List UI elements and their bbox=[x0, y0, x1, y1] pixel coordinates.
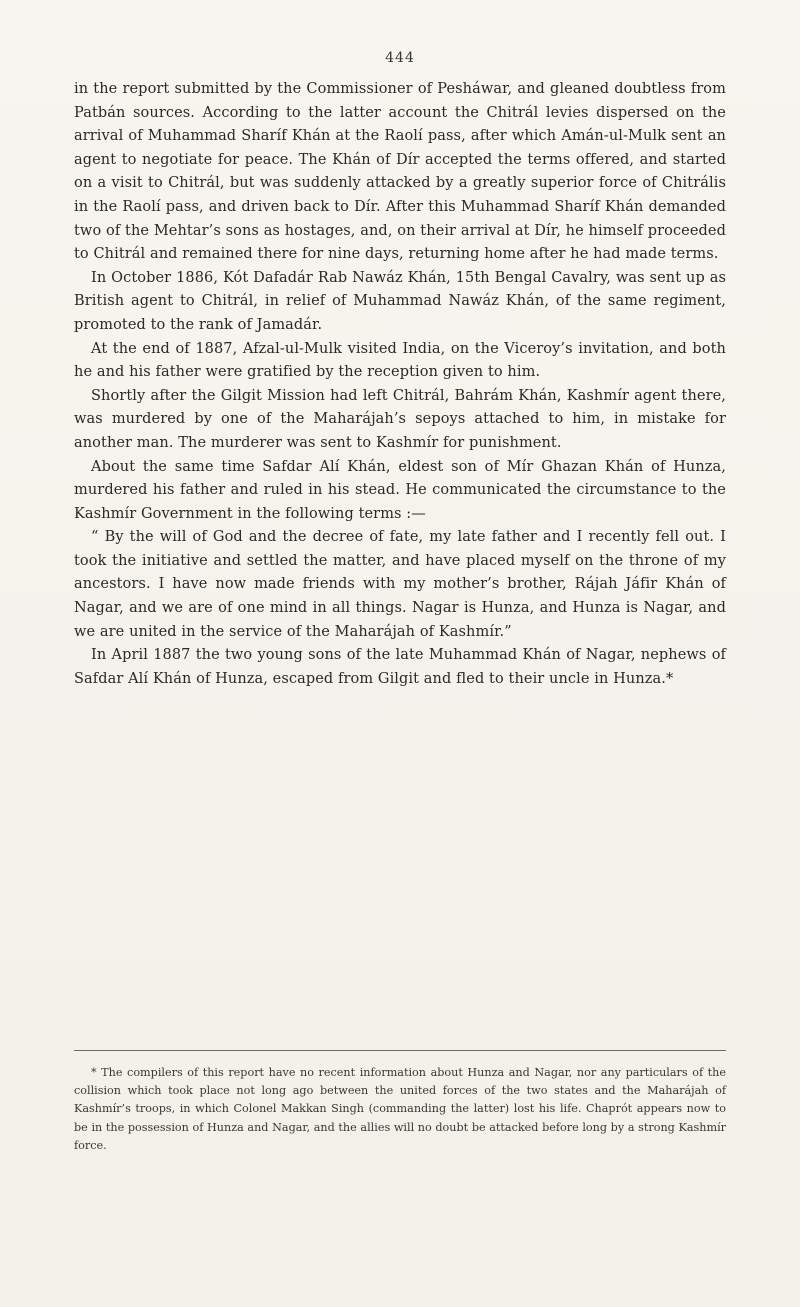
paragraph: At the end of 1887, Afzal-ul-Mulk visited India, on the Viceroy’s invitation, and both he and his father were gratified by the reception given to him. bbox=[74, 340, 726, 381]
paragraph: In April 1887 the two young sons of the late Muhammad Khán of Nagar, nephews of Safdar Alí Khán of Hunza, escaped from Gilgit and fled to their uncle in Hunza.* bbox=[74, 647, 726, 687]
paragraph: Shortly after the Gilgit Mission had left Chitrál, Bahrám Khán, Kashmír agent there, was murdered by one of the Maharájah’s sepoys attached to him, in mistake for another man. The murderer was sent to Kashmír for punishment. bbox=[74, 387, 726, 451]
quoted-letter: “ By the will of God and the decree of fate, my late father and I recently fell out. I took the initiative and settled the matter, and have placed myself on the throne of my ancestors. I have now made friends with my mother’s brother, Rájah Jáfir Khán of Nagar, and we are of one mind in all things. Nagar is Hunza, and Hunza is Nagar, and we are united in the service of the Maharájah of Kashmír.” bbox=[74, 529, 726, 640]
main-text bbox=[74, 78, 726, 691]
paragraph: In October 1886, Kót Dafadár Rab Nawáz Khán, 15th Bengal Cavalry, was sent up as British agent to Chitrál, in relief of Muhammad Nawáz Khán, of the same regiment, promoted to the rank of Jamadár. bbox=[74, 269, 726, 333]
paragraph: in the report submitted by the Commissioner of Pesháwar, and gleaned doubtless from Patbán sources. According to the latter account the Chitrál levies dispersed on the arrival of Muhammad Sharíf Khán at the Raolí pass, after which Amán-ul-Mulk sent an agent to negotiate for peace. The Khán of Dír accepted the terms offered, and started on a visit to Chitrál, but was suddenly attacked by a greatly superior force of Chitrális in the Raolí pass, and driven back to Dír. After this Muhammad Sharíf Khán demanded two of the Mehtar’s sons as hostages, and, on their arrival at Dír, he himself proceeded to Chitrál and remained there for nine days, returning home after he had made terms. bbox=[74, 81, 726, 263]
footnote-divider bbox=[74, 1050, 726, 1051]
footnote: * The compilers of this report have no recent information about Hunza and Nagar, nor any particulars of the collision which took place not long ago between the united forces of the two states and the Maharájah of Kashmír’s troops, in which Colonel Makkan Singh (commanding the latter) lost his life. Chaprót appears now to be in the possession of Hunza and Nagar, and the allies will no doubt be attacked before long by a strong Kashmír force. bbox=[74, 1066, 726, 1152]
page-number: 444 bbox=[385, 50, 415, 66]
paragraph: About the same time Safdar Alí Khán, eldest son of Mír Ghazan Khán of Hunza, murdered his father and ruled in his stead. He communicated the circumstance to the Kashmír Government in the following terms :— bbox=[74, 458, 726, 522]
